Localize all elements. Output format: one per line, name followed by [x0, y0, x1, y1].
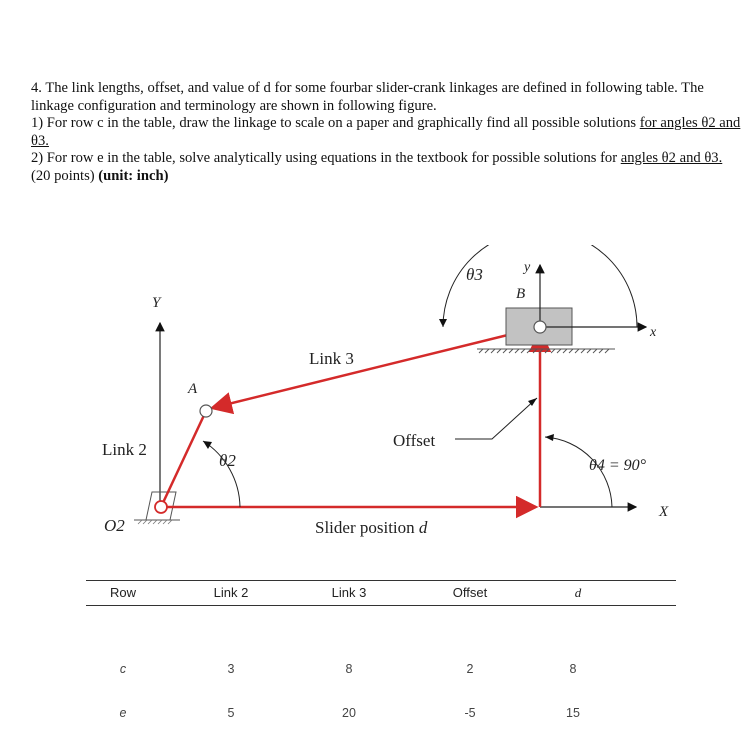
part-1-underlined: for angles θ2 and θ3. — [31, 115, 741, 149]
link2-label: Link 2 — [102, 440, 147, 459]
slider-position-label: Slider position d — [315, 518, 428, 537]
header-row: Row — [109, 585, 137, 600]
problem-part-2: 2) For row e in the table, solve analytically using equations in the textbook for possible solutions for angles θ2 and θ3. — [31, 150, 723, 166]
theta2-label: θ2 — [219, 451, 236, 470]
cell-offset: -5 — [464, 706, 476, 720]
cell-row-id: c — [119, 662, 127, 676]
header-offset: Offset — [452, 585, 488, 600]
table-header-row — [86, 581, 676, 605]
cell-link2: 5 — [227, 706, 235, 720]
table-row — [86, 658, 676, 682]
table-row — [86, 702, 676, 726]
problem-intro: 4. The link lengths, offset, and value of d for some fourbar slider-crank linkages are defined in following table. The linkage configuration and terminology are shown in following figure. — [31, 80, 704, 114]
cell-row-id: e — [119, 706, 127, 720]
header-link3: Link 3 — [331, 585, 367, 600]
slider-hatch-ground — [477, 349, 615, 353]
linkage-table — [86, 580, 676, 726]
units-note: (unit: inch) — [98, 167, 169, 184]
slider-y-label: y — [524, 260, 531, 275]
points-line: (20 points) (unit: inch) — [31, 167, 169, 184]
pin-a-circle — [200, 405, 212, 417]
offset-leader — [455, 398, 537, 439]
header-d: d — [574, 585, 582, 600]
cell-link2: 3 — [227, 662, 235, 676]
point-b-label: B — [516, 286, 526, 302]
link3-label: Link 3 — [309, 349, 354, 368]
pin-b-circle — [534, 321, 546, 333]
o2-label: O2 — [104, 516, 125, 535]
problem-statement — [31, 80, 743, 185]
theta4-arc — [545, 437, 612, 507]
header-link2: Link 2 — [213, 585, 249, 600]
slider-crank-figure — [0, 245, 755, 545]
cell-link3: 8 — [345, 662, 353, 676]
link-2 — [161, 411, 206, 507]
cell-link3: 20 — [342, 706, 356, 720]
theta4-label: θ4 = 90° — [589, 457, 647, 474]
slider-x-label: x — [650, 325, 657, 340]
x-axis-label: X — [659, 504, 669, 520]
part-2-underlined: angles θ2 and θ3. — [620, 150, 723, 166]
cell-d: 8 — [569, 662, 577, 676]
link-3 — [212, 327, 540, 408]
point-a-label: A — [188, 381, 198, 397]
offset-label: Offset — [393, 431, 436, 450]
pivot-o2-circle — [155, 501, 167, 513]
theta3-label: θ3 — [466, 265, 483, 284]
cell-offset: 2 — [466, 662, 474, 676]
problem-part-1: 1) For row c in the table, draw the linkage to scale on a paper and graphically find all possible solutions for angles θ2 and θ3. — [31, 115, 741, 149]
y-axis-label: Y — [152, 295, 161, 311]
cell-d: 15 — [566, 706, 580, 720]
